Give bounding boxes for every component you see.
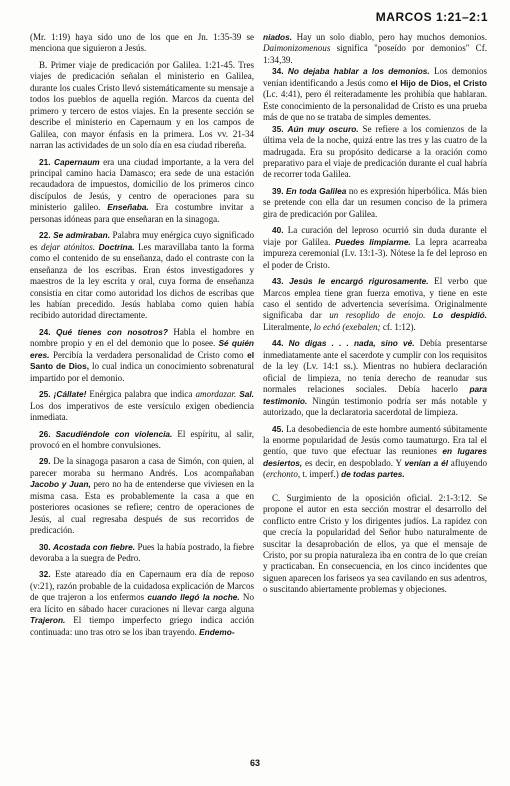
verse-26-note: 26. Sacudiéndole con violencia. El espíritu, al salir, provocó en el hombre convulsiones. bbox=[30, 428, 254, 450]
verse-44-note: 44. No digas . . . nada, sino vé. Debía presentarse inmediatamente ante el sacerdote y cumplir con los requisitos de la ley (Lv. 14:1 ss.). Mientras no hubiera declaración oficial de limpieza, no tenía derecho de reanudar sus normales relaciones sociales. Debía hacerlo para testimonio. Ningún testimonio podría ser más notable y autorizado, que la declaratoria sacerdotal de limpieza. bbox=[263, 338, 487, 418]
verse-25-note: 25. ¡Cállate! Enérgica palabra que indica amordazar. Sal. Los dos imperativos de este versículo exigen obediencia inmediata. bbox=[30, 389, 254, 423]
section-c-paragraph: C. Surgimiento de la oposición oficial. 2:1-3:12. Se propone el autor en esta sección mostrar el desarrollo del conflicto entre Cristo y los dirigentes judíos. La rapidez con que crecía la popularidad del Señor hubo naturalmente de suscitar la desaprobación de ellos, ya que el mensaje de Cristo, por su propia naturaleza iba en contra de lo que creían y practicaban. En consecuencia, en los cinco incidentes que siguen aparecen los fariseos ya sea cavilando en sus adentros, o suscitando abiertamente problemas y objeciones. bbox=[263, 492, 487, 595]
section-b-paragraph: B. Primer viaje de predicación por Galilea. 1:21-45. Tres viajes de predicación señalan el ministerio en Galilea, durante los cuales Cristo llevó sistemáticamente su mensaje a todos los pueblos de aquella región. Marcos da cuenta del primero y tercero de estos viajes. En la presente sección se describe el ministerio en Capernaum y en los campos de Galilea, con mayor énfasis en la primera. Los vv. 21-34 narran las actividades de un solo día en esa ciudad ribereña. bbox=[30, 59, 254, 151]
verse-32-note-continued: niados. Hay un solo diablo, pero hay muchos demonios. Daimonizomenous significa "poseído por demonios" Cf. 1:34,39. bbox=[263, 32, 487, 65]
verse-34-note: 34. No dejaba hablar a los demonios. Los demonios venían identificando a Jesús como el Hijo de Dios, el Cristo (Lc. 4:41), pero él reiteradamente les prohibía que hablaran. Este conocimiento de la personalidad de Cristo es una prueba más de que no se trataba de simples dementes. bbox=[263, 66, 488, 123]
verse-30-note: 30. Acostada con fiebre. Pues la había postrado, la fiebre devoraba a la suegra de Pedro. bbox=[30, 541, 255, 564]
verse-45-note: 45. La desobediencia de este hombre aumentó súbitamente la enorme popularidad de Jesús como taumaturgo. Era tal el gentío, que tuvo que efectuar las reuniones en lugares desiertos, es decir, en despoblado. Y venían a él afluyendo (erchonto, t. imperf.) de todas partes. bbox=[263, 423, 487, 480]
running-header: MARCOS 1:21–2:1 bbox=[375, 10, 488, 24]
right-column bbox=[263, 32, 487, 596]
paragraph: (Mr. 1:19) haya sido uno de los que en Jn. 1:35-39 se menciona que siguieron a Jesús. bbox=[30, 32, 254, 54]
verse-35-note: 35. Aún muy oscuro. Se refiere a los comienzos de la última vela de la noche, quizá entre las tres y las cuatro de la madrugada. Era su propósito dedicarse a la oración como preparativo para el viaje de predicación durante el cual habría de recorrer toda Galilea. bbox=[263, 123, 488, 180]
verse-24-note: 24. Qué tienes con nosotros? Habla el hombre en nombre propio y en el del demonio que lo posee. Sé quién eres. Percibía la verdadera personalidad de Cristo como el Santo de Dios, lo cual indica un conocimiento sobrenatural impartido por el demonio. bbox=[30, 326, 255, 383]
page-number: 63 bbox=[249, 758, 260, 768]
verse-21-note: 21. Capernaum era una ciudad importante, a la vera del principal camino hacia Damasco; era sede de una estación recaudadora de impuestos, domicilio de los primeros cinco discípulos de Jesús, y centro de operaciones para su ministerio galileo. Enseñaba. Era costumbre invitar a personas idóneas para que enseñaran en la sinagoga. bbox=[30, 156, 255, 224]
verse-32-note: 32. Este atareado día en Capernaum era día de reposo (v:21), razón probable de la cuidadosa explicación de Marcos de que trajeron a los enfermos cuando llegó la noche. No era lícito en sábado hacer curaciones ni llevar carga alguna Trajeron. El tiempo imperfecto griego indica acción continuada: uno tras otro se los iban trayendo. Endemo- bbox=[30, 569, 254, 637]
verse-43-note: 43. Jesús le encargó rigurosamente. El verbo que Marcos emplea tiene gran fuerza emotiva, y tiene en este caso el sentido de advertencia severísima. Originalmente significaba dar un resoplido de enojo. Lo despidió. Literalmente, lo echó (exebalen; cf. 1:12). bbox=[263, 276, 487, 332]
verse-40-note: 40. La curación del leproso ocurrió sin duda durante el viaje por Galilea. Puedes limpiarme. La lepra acarreaba impureza ceremonial (Lv. 13:1-3). Nótese la fe del leproso en el poder de Cristo. bbox=[263, 225, 488, 270]
left-column bbox=[30, 32, 254, 638]
verse-39-note: 39. En toda Galilea no es expresión hiperbólica. Más bien se pretende con ella dar un resumen conciso de la primera gira de predicación por Galilea. bbox=[263, 185, 487, 219]
verse-22-note: 22. Se admiraban. Palabra muy enérgica cuyo significado es dejar atónitos. Doctrina. Les maravillaba tanto la forma como el contenido de su enseñanza, dado el contraste con la enseñanza de los escribas. Eran éstos investigadores y maestros de la ley escrita y oral, cuya forma de enseñanza consistía en citar como autoridad los dichos de escribas que les habían precedido. Jesús hablaba como quien había recibido autoridad directamente. bbox=[30, 230, 255, 321]
verse-29-note: 29. De la sinagoga pasaron a casa de Simón, con quien, al parecer moraba su hermano Andrés. Los acompañaban Jacobo y Juan, pero no ha de entenderse que viviesen en la misma casa. Esta es probablemente la casa a que en posteriores ocasiones se refiere; centro de operaciones de Jesús, al cual regresaba después de sus recorridos de predicación. bbox=[30, 456, 255, 536]
